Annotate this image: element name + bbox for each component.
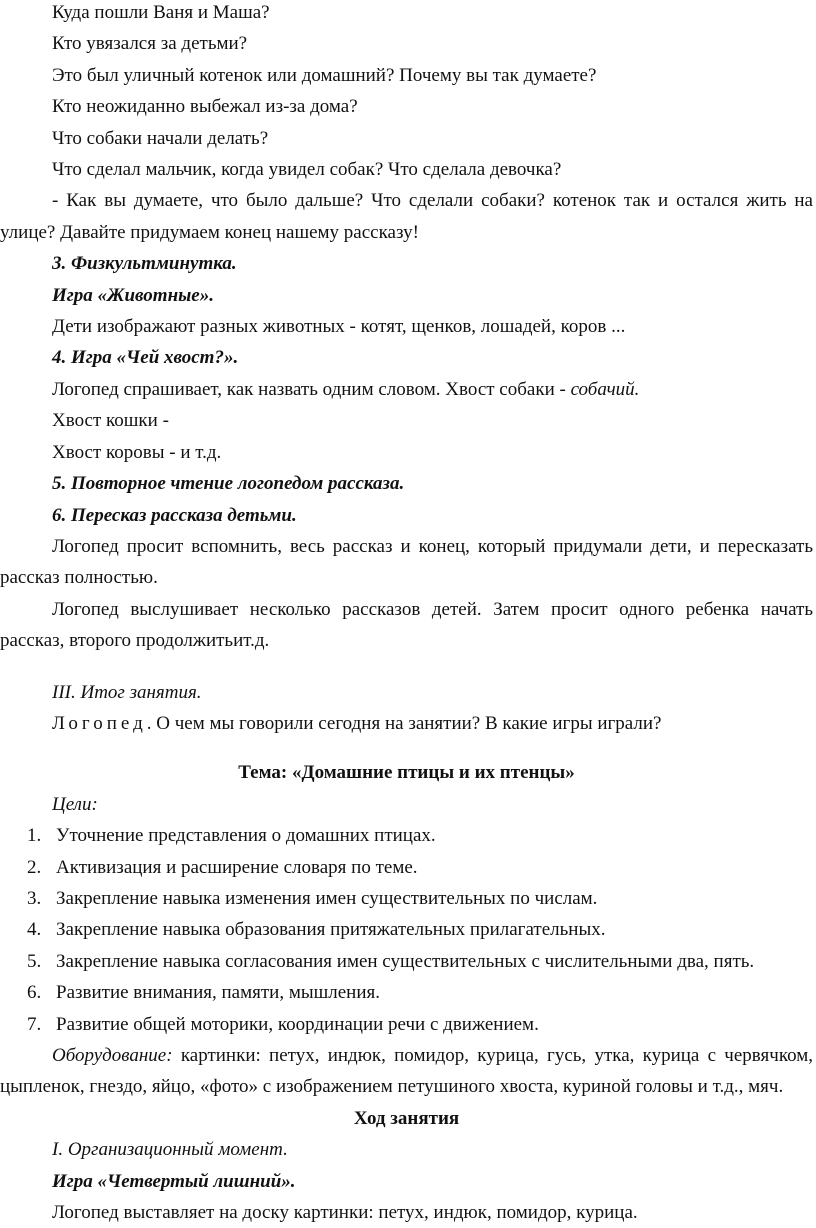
- body-paragraph: Логопед выслушивает несколько рассказов детей. Затем просит одного ребенка начать рассказ, второго продолжитьит.д.: [0, 598, 813, 652]
- list-text: Активизация и расширение словаря по теме.: [56, 856, 418, 878]
- speaker-label: Логопед: [52, 712, 147, 734]
- italic-answer: собачий.: [570, 378, 640, 400]
- body-text: Хвост коровы - и т.д.: [52, 441, 222, 463]
- list-item: [0, 820, 816, 851]
- body-text: Дети изображают разных животных - котят, щенков, лошадей, коров ...: [52, 316, 626, 338]
- list-number: 7.: [27, 1013, 42, 1035]
- question-paragraph: - Как вы думаете, что было дальше? Что сделали собаки? котенок так и остался жить на улице? Давайте придумаем конец нашему рассказу!: [0, 190, 813, 243]
- list-text: Развитие общей моторики, координации речи с движением.: [56, 1013, 539, 1035]
- equipment-text: картинки: петух, индюк, помидор, курица, гусь, утка, курица с червячком, цыпленок, гнездо, яйцо, «фото» с изображением петушиного хвоста, куриной головы и т.д., мяч.: [0, 1045, 813, 1098]
- section-heading: 4. Игра «Чей хвост?».: [52, 347, 239, 369]
- list-number: 2.: [27, 856, 42, 878]
- list-item: [0, 852, 816, 883]
- list-item: [0, 1009, 816, 1040]
- question-line: Куда пошли Ваня и Маша?: [52, 2, 270, 23]
- list-item: [0, 946, 816, 977]
- spacer: [0, 657, 816, 677]
- lesson-part-heading: I. Организационный момент.: [52, 1139, 288, 1161]
- equipment-label: Оборудование:: [52, 1045, 173, 1066]
- body-text: [0, 374, 816, 405]
- list-number: 3.: [27, 887, 42, 909]
- section-heading: 6. Пересказ рассказа детьми.: [52, 504, 297, 526]
- question-line: Что собаки начали делать?: [52, 127, 269, 149]
- topic-title: Тема: «Домашние птицы и их птенцы»: [238, 762, 575, 784]
- list-number: 5.: [27, 950, 42, 972]
- list-text: Закрепление навыка изменения имен существительных по числам.: [56, 887, 598, 909]
- question-line: Это был уличный котенок или домашний? Почему вы так думаете?: [52, 64, 597, 86]
- body-paragraph: Логопед просит вспомнить, весь рассказ и конец, который придумали дети, и пересказать рассказ полностью.: [0, 535, 813, 589]
- game-heading: Игра «Животные».: [52, 284, 214, 306]
- question-line: Кто увязался за детьми?: [52, 33, 248, 55]
- list-text: Развитие внимания, памяти, мышления.: [56, 982, 381, 1004]
- list-text: Закрепление навыка согласования имен существительных с числительными два, пять.: [56, 950, 755, 972]
- equipment-paragraph: [0, 1040, 816, 1103]
- goals-label: Цели:: [52, 793, 98, 815]
- list-number: 4.: [27, 919, 42, 941]
- list-text: Уточнение представления о домашних птицах.: [56, 825, 436, 847]
- summary-heading: III. Итог занятия.: [52, 681, 202, 703]
- summary-question: . О чем мы говорили сегодня на занятии? В какие игры играли?: [146, 712, 662, 734]
- section-heading: 5. Повторное чтение логопедом рассказа.: [52, 473, 405, 495]
- section-heading: 3. Физкультминутка.: [52, 253, 237, 275]
- body-text-prefix: Логопед спрашивает, как назвать одним словом. Хвост собаки -: [52, 378, 571, 400]
- summary-text: [0, 708, 816, 739]
- body-text: Логопед выставляет на доску картинки: петух, индюк, помидор, курица.: [52, 1202, 638, 1224]
- game-heading: Игра «Четвертый лишний».: [52, 1170, 296, 1192]
- list-item: [0, 977, 816, 1008]
- lesson-title: Ход занятия: [353, 1107, 460, 1129]
- list-number: 1.: [27, 825, 42, 847]
- list-item: [0, 883, 816, 914]
- list-item: [0, 914, 816, 945]
- spacer: [0, 739, 816, 757]
- goals-list: [0, 820, 816, 1040]
- question-line: Кто неожиданно выбежал из-за дома?: [52, 96, 358, 118]
- question-line: Что сделал мальчик, когда увидел собак? Что сделала девочка?: [52, 159, 562, 181]
- list-text: Закрепление навыка образования притяжательных прилагательных.: [56, 919, 606, 941]
- list-number: 6.: [27, 982, 42, 1004]
- body-text: Хвост кошки -: [52, 410, 169, 432]
